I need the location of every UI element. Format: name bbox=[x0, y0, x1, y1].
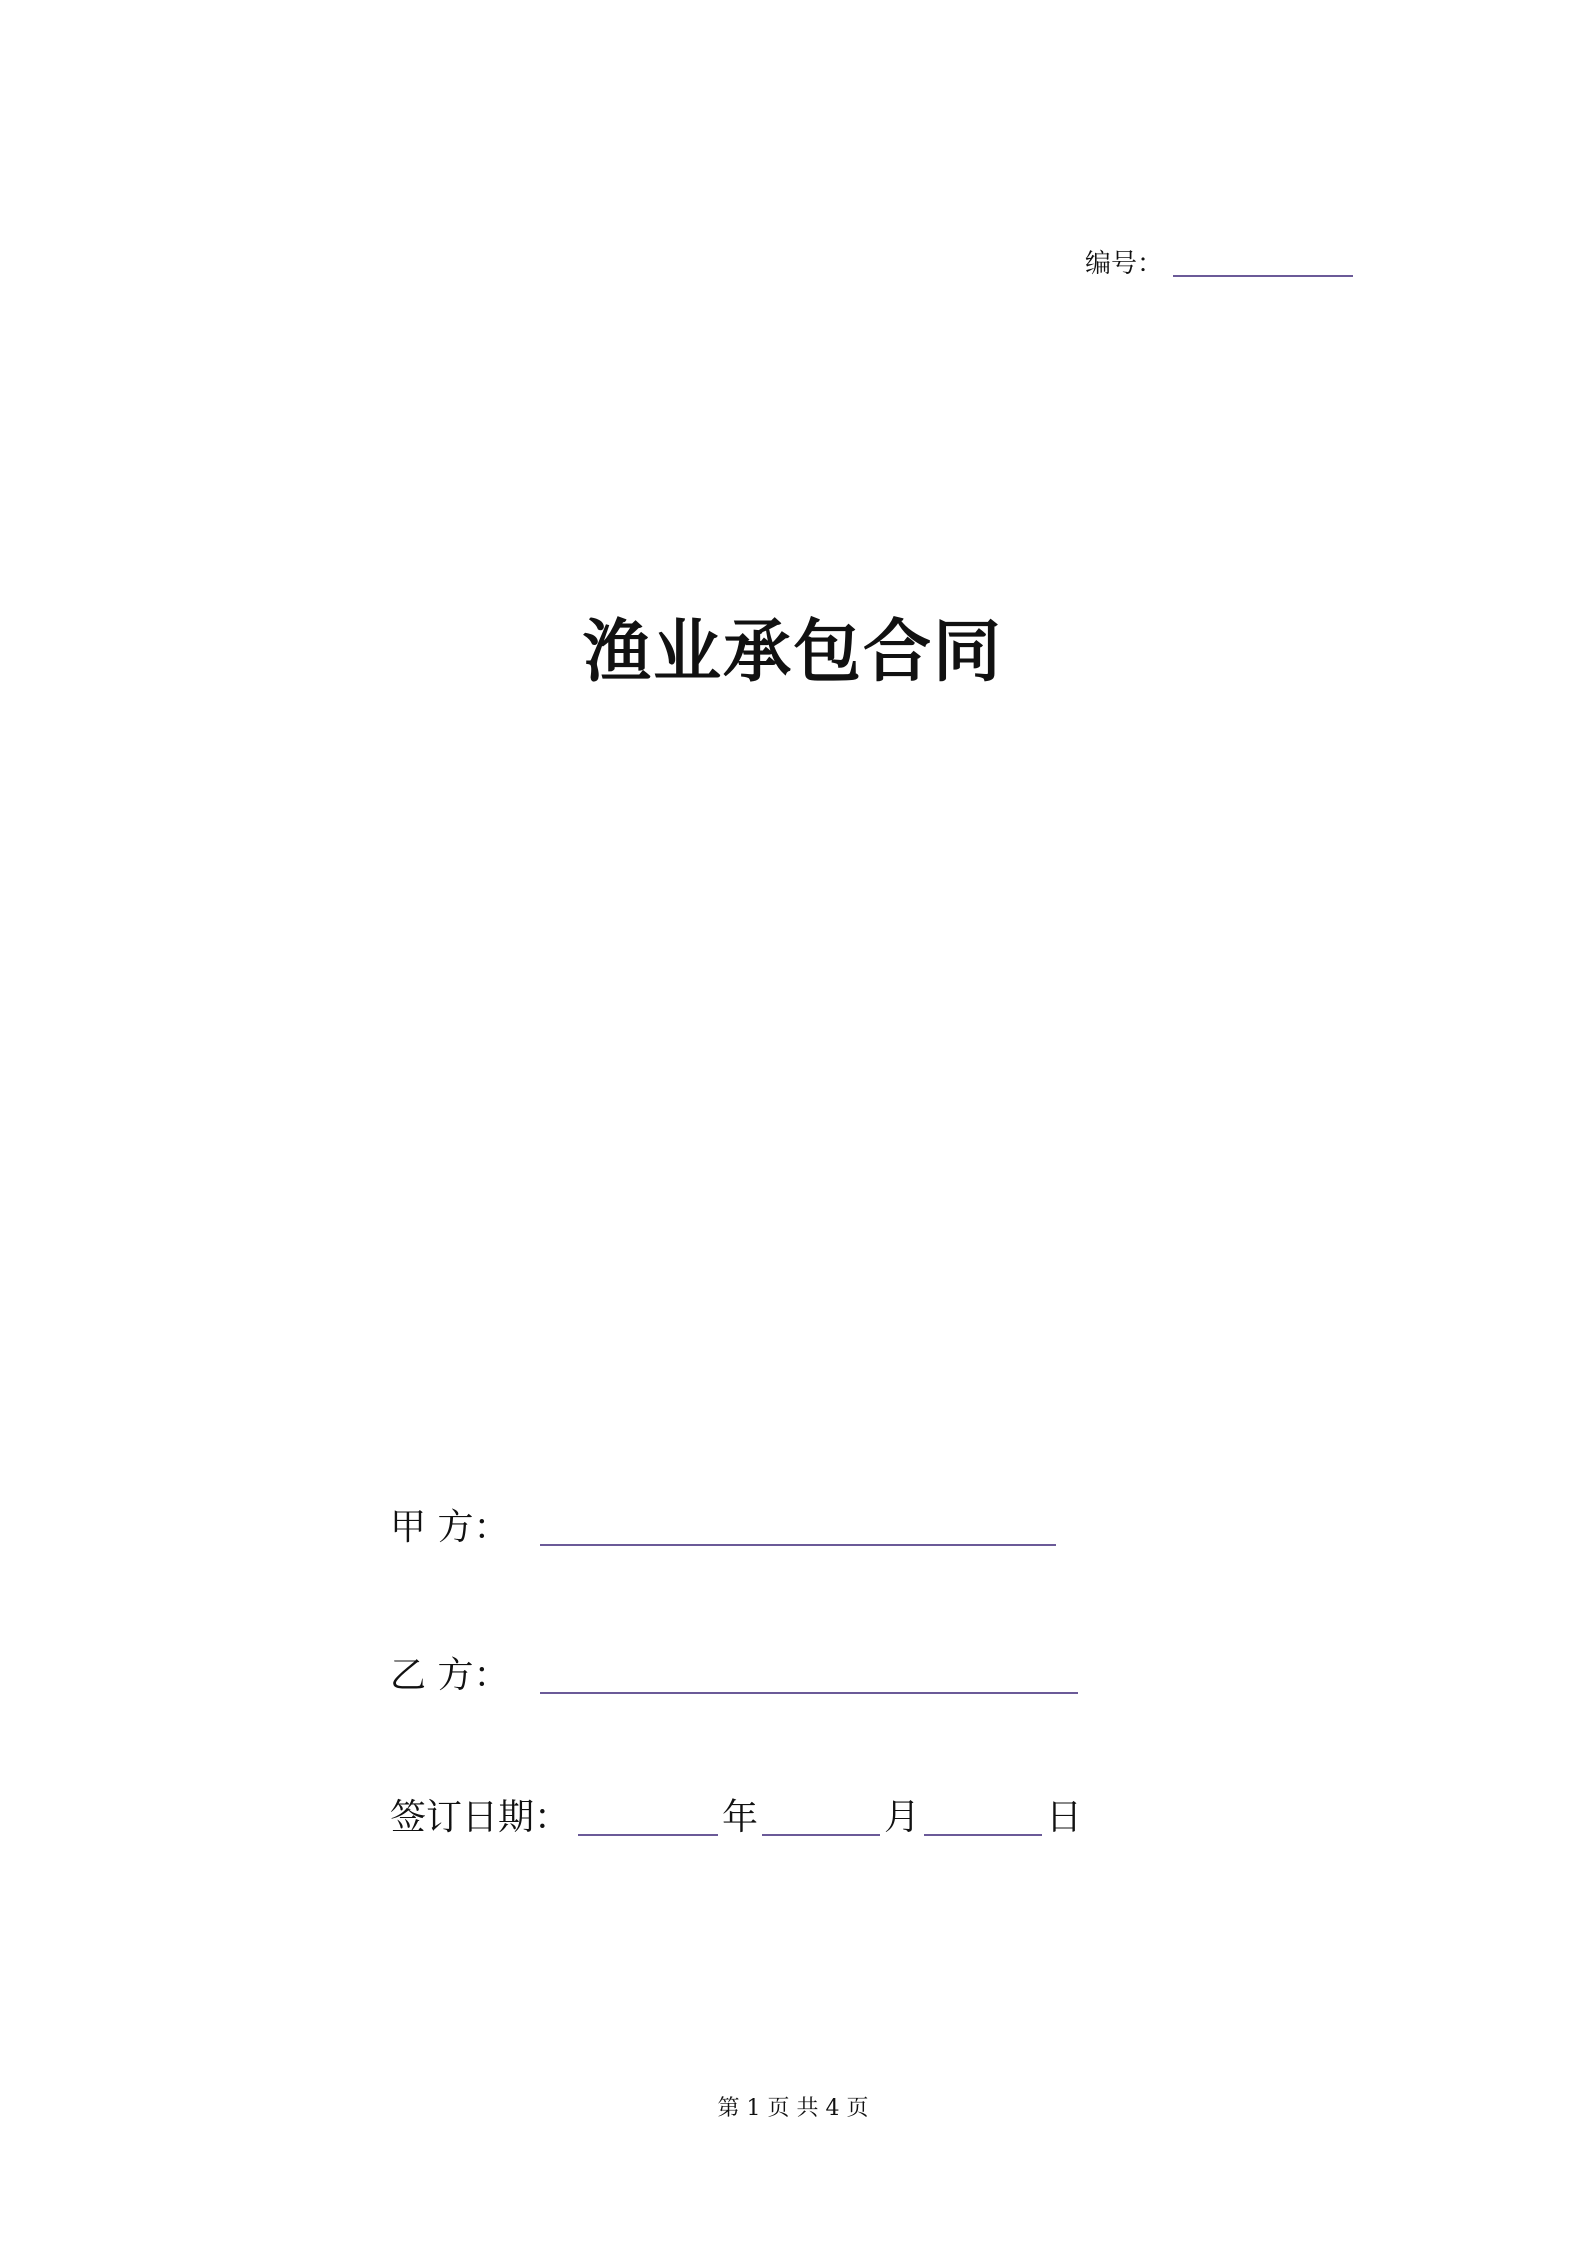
party-b-blank bbox=[540, 1692, 1078, 1694]
year-blank bbox=[578, 1834, 718, 1836]
contract-number-row bbox=[1085, 245, 1353, 279]
year-label: 年 bbox=[722, 1797, 759, 1838]
contract-number-label: 编号： bbox=[1085, 249, 1164, 279]
month-label: 月 bbox=[884, 1797, 921, 1838]
party-b-label: 乙 方： bbox=[390, 1655, 510, 1696]
contract-number-blank bbox=[1173, 275, 1353, 277]
page-footer: 第 1 页 共 4 页 bbox=[717, 2096, 869, 2121]
party-a-label: 甲 方： bbox=[390, 1507, 510, 1548]
day-label: 日 bbox=[1046, 1797, 1083, 1838]
day-blank bbox=[924, 1834, 1042, 1836]
sign-date-label: 签订日期： bbox=[390, 1797, 571, 1838]
document-title: 渔业承包合同 bbox=[582, 612, 1003, 692]
party-a-blank bbox=[540, 1544, 1056, 1546]
sign-date-row bbox=[390, 1790, 1082, 1840]
month-blank bbox=[762, 1834, 880, 1836]
party-b-row bbox=[390, 1648, 1078, 1698]
party-a-row bbox=[390, 1500, 1056, 1550]
